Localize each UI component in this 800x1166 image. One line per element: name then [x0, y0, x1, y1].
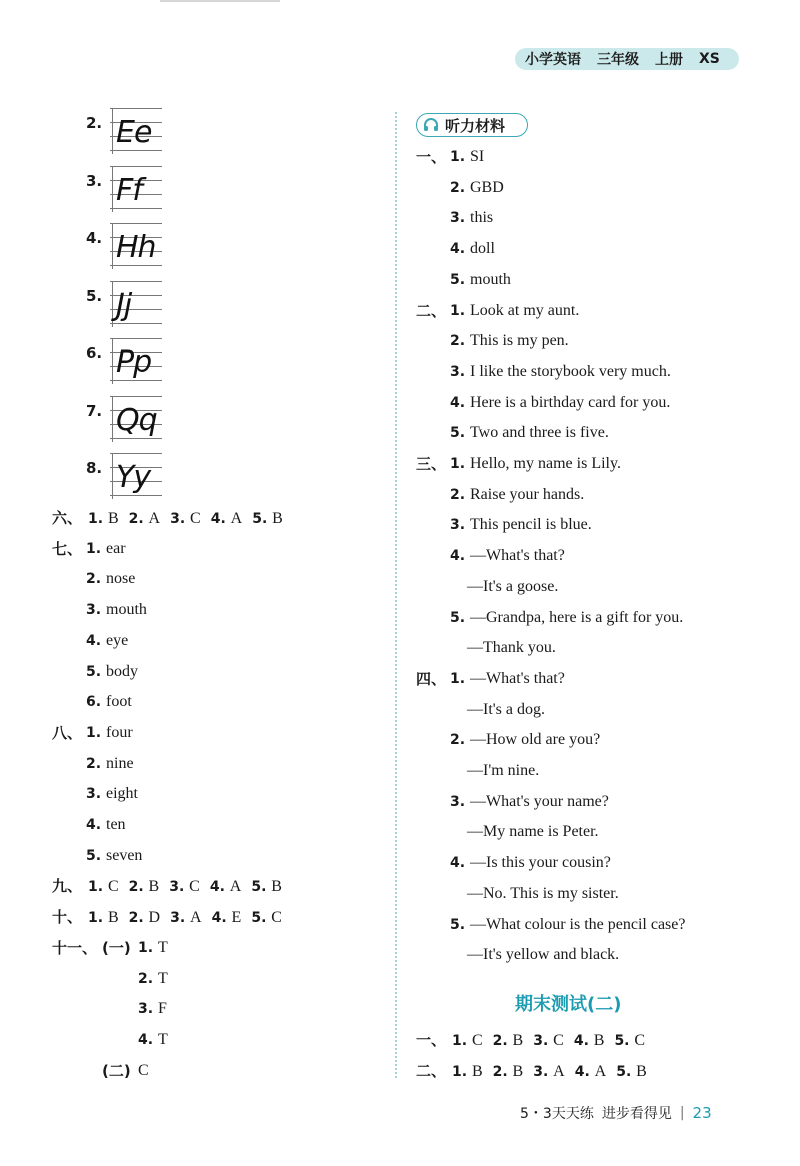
footer-separator: |	[679, 1105, 685, 1121]
item-number: 2.	[128, 879, 149, 896]
section-7-item-answer: eye	[106, 631, 129, 649]
handwritten-letters: Qq	[116, 402, 157, 438]
item-number: 1.	[88, 910, 108, 927]
section-9-answers	[88, 876, 282, 897]
listening-s1-item-num: 2.	[450, 179, 466, 196]
handwritten-letters: Ee	[116, 115, 152, 150]
answer-pair	[88, 907, 119, 928]
item-number: 3.	[169, 879, 190, 896]
section-8-item-num: 3.	[86, 786, 102, 803]
section-10-answers	[88, 907, 282, 928]
answer: C	[190, 510, 201, 527]
item-number: 5.	[616, 1064, 637, 1080]
answer: B	[107, 510, 119, 527]
header-edition: XS	[699, 51, 720, 67]
listening-s3-item-num: 4.	[450, 548, 466, 565]
answer: B	[107, 909, 119, 927]
answer: T	[158, 938, 168, 956]
item-number: 5.	[86, 286, 103, 305]
section-7-item-answer: nose	[106, 570, 136, 588]
footer	[520, 1103, 712, 1123]
listening-s3-item-answer: —It's a goose.	[467, 577, 559, 595]
section-7-item-num: 3.	[86, 602, 102, 619]
listening-s3-item-label: 三、	[416, 455, 447, 473]
item-number: 4.	[574, 1064, 595, 1080]
item-number: 2.	[138, 970, 154, 987]
item-number: 3.	[86, 171, 103, 190]
listening-s4-item-answer: —What's that?	[470, 669, 565, 687]
answer-pair	[211, 508, 243, 529]
section-7-item-answer: body	[106, 662, 138, 680]
listening-s3-item-num: 5.	[450, 609, 466, 626]
answer: B	[512, 1032, 524, 1049]
answer-pair	[212, 907, 242, 928]
handwriting-row	[86, 223, 176, 273]
four-line-grid	[110, 396, 162, 442]
answer: C	[471, 1032, 483, 1049]
handwritten-letters: Hh	[116, 230, 156, 265]
listening-s4-item-answer: —Is this your cousin?	[470, 854, 611, 872]
item-number: 4.	[210, 511, 231, 527]
answer: C	[107, 878, 119, 896]
answer-pair	[614, 1030, 645, 1051]
answer-pair	[452, 1061, 483, 1082]
section-8-item-num: 2.	[86, 755, 102, 772]
answer-pair	[251, 907, 282, 928]
grid-margin-line	[112, 396, 113, 442]
item-number: 2.	[128, 511, 149, 527]
answer: B	[148, 878, 160, 896]
item-number: 2.	[128, 910, 149, 927]
grid-margin-line	[112, 453, 113, 499]
item-number: 1.	[88, 879, 108, 896]
listening-s1-item-answer: doll	[470, 240, 495, 258]
header-subject: 小学英语	[525, 52, 581, 68]
listening-s2-item-num: 3.	[450, 363, 466, 380]
answer-pair	[129, 876, 160, 897]
listening-s3-item-num: 3.	[450, 517, 466, 534]
listening-s4-item-answer: —I'm nine.	[467, 762, 540, 779]
item-number: 7.	[86, 401, 103, 420]
item-number: 5.	[252, 511, 273, 527]
answer: B	[471, 1063, 483, 1080]
section-11-sub2: (二)	[102, 1061, 131, 1080]
section-7-item-num: 6.	[86, 694, 102, 711]
answer: C	[553, 1032, 564, 1049]
listening-s2-item-num: 1.	[450, 302, 466, 319]
answer-pair	[210, 876, 242, 897]
section-8-item-answer: nine	[106, 754, 134, 772]
answer-pair	[493, 1061, 524, 1082]
section-6-answers	[88, 508, 283, 529]
header-term: 上册	[655, 52, 683, 68]
answer: C	[189, 878, 200, 896]
grid-margin-line	[112, 108, 113, 154]
item-number: 3.	[170, 910, 191, 927]
answer-pair	[533, 1061, 565, 1082]
item-number: 3.	[170, 511, 191, 527]
answer: A	[594, 1063, 607, 1080]
answer-pair	[129, 508, 161, 529]
section-9-label: 九、	[52, 877, 83, 896]
answer: F	[158, 1000, 167, 1018]
listening-s1-item-num: 1.	[450, 149, 466, 165]
listening-s3-item-answer: —Grandpa, here is a gift for you.	[470, 608, 684, 626]
section-8-item-label: 八、	[52, 723, 83, 742]
grid-line	[110, 438, 162, 439]
grid-line	[110, 453, 162, 454]
answer-pair	[533, 1030, 564, 1051]
grid-margin-line	[112, 281, 113, 327]
grid-line	[110, 265, 162, 266]
answer: C	[634, 1032, 646, 1049]
section-8-item-num: 1.	[86, 724, 102, 741]
section-8-item-answer: seven	[106, 846, 143, 864]
item-number: 4.	[138, 1031, 154, 1048]
section-7-item-num: 4.	[86, 632, 102, 649]
answer: B	[512, 1063, 524, 1080]
header-badge	[515, 48, 739, 70]
answer-pair	[169, 876, 200, 897]
section-11-sub1: (一)	[102, 938, 131, 957]
listening-s2-item-answer: Here is a birthday card for you.	[470, 393, 671, 411]
item-number: 1.	[452, 1064, 472, 1080]
grid-line	[110, 281, 162, 282]
listening-s4-item-num: 4.	[450, 855, 466, 872]
grid-line	[110, 338, 162, 339]
answer: B	[593, 1032, 605, 1049]
answer: B	[272, 510, 283, 527]
answer: B	[271, 878, 282, 896]
answer-pair	[574, 1030, 605, 1051]
section-11-label: 十一、	[52, 938, 98, 957]
listening-s1-item-num: 5.	[450, 271, 466, 288]
final-test-title: 期末测试(二)	[515, 994, 622, 1015]
listening-s1-item-answer: GBD	[470, 178, 504, 196]
listening-s1-item-label: 一、	[416, 148, 447, 166]
final-section-1-label: 一、	[416, 1031, 447, 1049]
section-7-item-answer: mouth	[106, 601, 147, 619]
answer: A	[230, 510, 243, 527]
footer-brand: 5・3天天练	[520, 1106, 594, 1122]
handwritten-letters: Jj	[116, 287, 132, 323]
handwritten-letters: Pp	[116, 345, 152, 380]
item-number: 2.	[492, 1064, 513, 1080]
item-number: 5.	[614, 1033, 635, 1049]
four-line-grid	[110, 108, 162, 154]
listening-s1-item-answer: SI	[470, 148, 485, 165]
section-7-item-label: 七、	[52, 539, 83, 558]
handwriting-row	[86, 338, 176, 388]
answer: A	[553, 1063, 565, 1080]
top-rule	[160, 0, 280, 2]
section-7-item-answer: foot	[106, 693, 132, 711]
section-7-item-num: 5.	[86, 663, 102, 680]
final-section-1-answers	[452, 1030, 645, 1051]
section-7-item-num: 1.	[86, 540, 102, 557]
item-number: 5.	[251, 910, 272, 927]
answer: A	[148, 510, 161, 527]
grid-line	[110, 396, 162, 397]
listening-s2-item-answer: Two and three is five.	[470, 424, 609, 442]
item-number: 3.	[533, 1064, 554, 1080]
section-8-item-num: 4.	[86, 817, 102, 833]
final-section-2-label: 二、	[416, 1062, 447, 1080]
item-number: 5.	[251, 879, 272, 896]
grid-line	[110, 223, 162, 224]
answer: T	[158, 1030, 168, 1048]
answer: D	[148, 909, 161, 927]
answer-pair	[452, 1030, 483, 1051]
grid-line	[110, 108, 162, 109]
listening-s4-item-answer: —What colour is the pencil case?	[470, 915, 686, 933]
listening-s4-item-num: 1.	[450, 670, 466, 687]
grid-line	[110, 166, 162, 167]
section-10-label: 十、	[52, 908, 83, 927]
four-line-grid	[110, 453, 162, 499]
listening-s4-item-answer: —No. This is my sister.	[467, 884, 619, 902]
section-7-item-num: 2.	[86, 571, 102, 588]
answer-pair	[129, 907, 161, 928]
listening-title: 听力材料	[445, 116, 506, 135]
section-7-item-answer: ear	[106, 539, 126, 557]
handwriting-row	[86, 166, 176, 216]
listening-s2-item-answer: This is my pen.	[470, 332, 569, 350]
listening-s2-item-num: 2.	[450, 333, 466, 350]
listening-badge	[416, 113, 528, 137]
listening-s1-item-answer: this	[470, 209, 494, 227]
header-grade: 三年级	[597, 52, 639, 68]
grid-margin-line	[112, 338, 113, 384]
listening-s4-item-answer: —It's yellow and black.	[467, 946, 620, 964]
listening-s3-item-answer: Hello, my name is Lily.	[470, 455, 621, 472]
handwriting-row	[86, 396, 176, 446]
item-number: 2.	[492, 1033, 513, 1049]
answer-pair	[493, 1030, 524, 1051]
section-8-item-answer: four	[106, 723, 133, 741]
grid-line	[110, 495, 162, 496]
answer: C	[271, 909, 282, 927]
footer-slogan: 进步看得见	[601, 1106, 672, 1122]
item-number: 4.	[573, 1033, 594, 1049]
answer-pair	[575, 1061, 607, 1082]
answer-pair	[88, 508, 119, 529]
grid-margin-line	[112, 166, 113, 212]
section-8-item-answer: eight	[106, 785, 138, 803]
grid-line	[110, 323, 162, 324]
item-number: 4.	[209, 879, 230, 896]
four-line-grid	[110, 166, 162, 212]
listening-s4-item-answer: —What's your name?	[470, 792, 609, 810]
grid-line	[110, 380, 162, 381]
page-number: 23	[692, 1104, 712, 1122]
item-number: 8.	[86, 459, 103, 477]
listening-s4-item-answer: —My name is Peter.	[467, 823, 599, 841]
listening-s4-item-answer: —How old are you?	[470, 731, 601, 749]
answer: T	[158, 969, 168, 987]
item-number: 6.	[86, 344, 103, 362]
final-section-2-answers	[452, 1061, 647, 1082]
listening-s3-item-num: 1.	[450, 456, 466, 472]
answer: C	[138, 1061, 149, 1079]
listening-s2-item-num: 5.	[450, 425, 466, 442]
answer-pair	[252, 508, 283, 529]
section-8-item-answer: ten	[106, 816, 126, 833]
item-number: 4.	[86, 229, 103, 247]
item-number: 4.	[211, 910, 232, 927]
listening-s4-item-num: 5.	[450, 916, 466, 933]
listening-s2-item-num: 4.	[450, 394, 466, 411]
listening-s3-item-num: 2.	[450, 486, 466, 503]
listening-s4-item-num: 2.	[450, 732, 466, 749]
listening-s2-item-label: 二、	[416, 301, 447, 320]
listening-s4-item-answer: —It's a dog.	[467, 700, 545, 718]
listening-s3-item-answer: This pencil is blue.	[470, 516, 592, 534]
section-8-item-num: 5.	[86, 847, 102, 864]
grid-line	[110, 208, 162, 209]
answer: B	[636, 1063, 647, 1080]
answer-pair	[616, 1061, 647, 1082]
answer-pair	[170, 907, 202, 928]
four-line-grid	[110, 281, 162, 327]
item-number: 1.	[138, 939, 154, 956]
four-line-grid	[110, 223, 162, 269]
listening-s1-item-num: 4.	[450, 241, 466, 258]
listening-s1-item-answer: mouth	[470, 270, 511, 288]
answer: A	[229, 878, 242, 896]
item-number: 3.	[533, 1033, 554, 1049]
listening-s3-item-answer: —Thank you.	[467, 639, 556, 657]
listening-s3-item-answer: Raise your hands.	[470, 485, 585, 503]
answer: E	[231, 909, 242, 927]
four-line-grid	[110, 338, 162, 384]
item-number: 2.	[86, 114, 103, 132]
answer: A	[190, 909, 202, 927]
answer-pair	[251, 876, 282, 897]
column-divider	[395, 112, 397, 1078]
listening-s2-item-answer: Look at my aunt.	[470, 301, 580, 319]
handwritten-letters: Yy	[116, 460, 151, 495]
section-6-label: 六、	[52, 509, 83, 527]
handwriting-row	[86, 108, 176, 158]
listening-s4-item-num: 3.	[450, 793, 466, 810]
item-number: 1.	[88, 511, 108, 527]
handwritten-letters: Ff	[116, 172, 142, 208]
headphone-icon	[423, 117, 439, 133]
handwriting-row	[86, 281, 176, 331]
grid-margin-line	[112, 223, 113, 269]
grid-line	[110, 150, 162, 151]
listening-s2-item-answer: I like the storybook very much.	[470, 362, 671, 380]
listening-s1-item-num: 3.	[450, 210, 466, 227]
listening-s4-item-label: 四、	[416, 669, 447, 688]
answer-pair	[170, 508, 201, 529]
answer-pair	[88, 876, 119, 897]
listening-s3-item-answer: —What's that?	[470, 547, 565, 565]
item-number: 3.	[138, 1001, 154, 1018]
item-number: 1.	[452, 1033, 472, 1049]
handwriting-row	[86, 453, 176, 503]
